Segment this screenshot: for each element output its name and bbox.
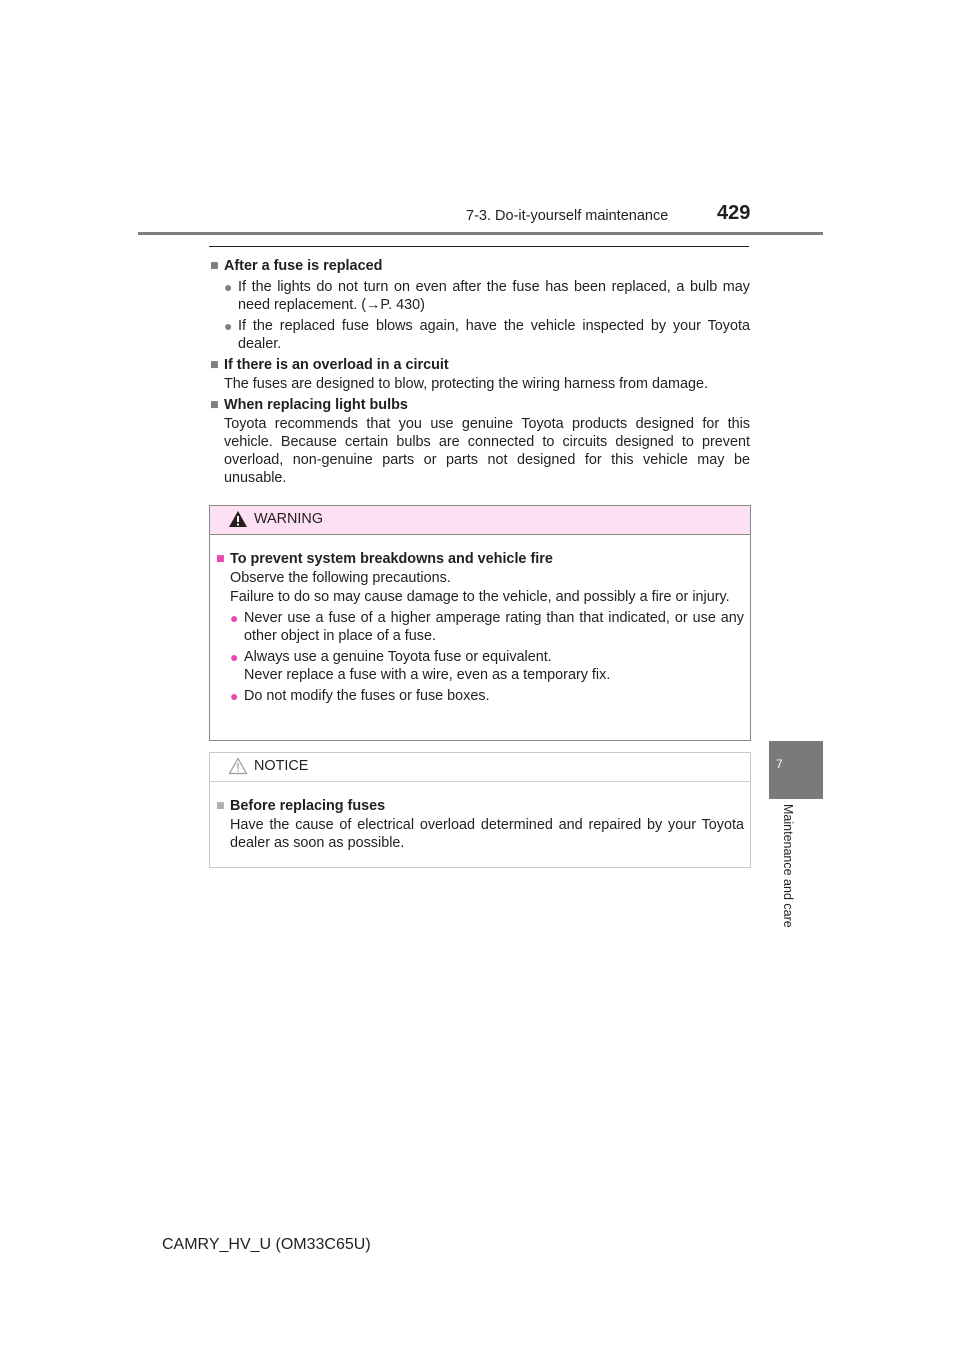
warning-icon: [228, 510, 248, 528]
notice-box: [209, 752, 751, 868]
paragraph: Toyota recommends that you use genuine Toyota products designed for this vehicle. Because certain bulbs are connected to circuits designed to prevent overload, non-genuine parts or parts not designed for this vehicle may be unusable.: [224, 416, 750, 486]
paragraph: Failure to do so may cause damage to the vehicle, and possibly a fire or injury.: [230, 589, 730, 605]
notice-body: [210, 782, 750, 852]
list-item-line: Always use a genuine Toyota fuse or equivalent.: [244, 649, 552, 665]
warning-body: [210, 535, 750, 705]
list-item-line: Never replace a fuse with a wire, even as a temporary fix.: [244, 667, 611, 683]
list-item: [210, 278, 750, 314]
manual-code: CAMRY_HV_U (OM33C65U): [162, 1236, 371, 1253]
list-item: [210, 317, 750, 353]
paragraph: Observe the following precautions.: [230, 570, 451, 586]
list-item-text: Do not modify the fuses or fuse boxes.: [244, 688, 490, 704]
main-content: [210, 254, 750, 487]
caution-icon: [228, 757, 248, 775]
dot-bullet-icon: ●: [224, 279, 233, 295]
warning-heading: [216, 550, 744, 568]
square-bullet-icon: ■: [216, 798, 225, 814]
heading-text: When replacing light bulbs: [224, 397, 408, 413]
heading-text: If there is an overload in a circuit: [224, 357, 449, 373]
warning-box: [209, 505, 751, 741]
chapter-tab[interactable]: [769, 741, 823, 799]
section-heading: [210, 396, 750, 414]
notice-heading: [216, 797, 744, 815]
warning-label: WARNING: [254, 511, 324, 527]
list-item-text: If the replaced fuse blows again, have the vehicle inspected by your Toyota dealer.: [238, 318, 750, 352]
notice-header: [210, 753, 750, 782]
header-rule: [138, 232, 823, 235]
list-item-text: [244, 648, 744, 684]
dot-bullet-icon: ●: [230, 649, 239, 665]
heading-text: After a fuse is replaced: [224, 258, 383, 274]
chapter-label-area: [769, 800, 823, 960]
list-item: [216, 609, 744, 645]
list-item: [216, 687, 744, 705]
paragraph: Have the cause of electrical overload determined and repaired by your Toyota dealer as soon as possible.: [230, 817, 744, 851]
heading-text: Before replacing fuses: [230, 798, 386, 814]
content-rule: [209, 246, 749, 247]
list-item-text: If the lights do not turn on even after the fuse has been replaced, a bulb may need replacement. (→P. 430): [238, 279, 750, 313]
dot-bullet-icon: ●: [230, 688, 239, 704]
section-heading: [210, 356, 750, 374]
section-heading: [210, 257, 750, 275]
square-bullet-icon: ■: [210, 258, 219, 274]
list-item: [216, 648, 744, 684]
square-bullet-icon: ■: [210, 357, 219, 373]
heading-text: To prevent system breakdowns and vehicle fire: [230, 551, 553, 567]
list-item-text: Never use a fuse of a higher amperage rating than that indicated, or use any other object in place of a fuse.: [244, 610, 744, 644]
section-title: 7-3. Do-it-yourself maintenance: [466, 208, 669, 224]
notice-label: NOTICE: [254, 758, 309, 774]
square-bullet-icon: ■: [210, 397, 219, 413]
chapter-title: Maintenance and care: [781, 804, 795, 928]
warning-header: [210, 506, 750, 535]
square-bullet-icon: ■: [216, 551, 225, 567]
page-number: 429: [717, 202, 751, 224]
dot-bullet-icon: ●: [224, 318, 233, 334]
dot-bullet-icon: ●: [230, 610, 239, 626]
paragraph: The fuses are designed to blow, protecting the wiring harness from damage.: [224, 376, 708, 392]
chapter-number: 7: [776, 757, 783, 771]
